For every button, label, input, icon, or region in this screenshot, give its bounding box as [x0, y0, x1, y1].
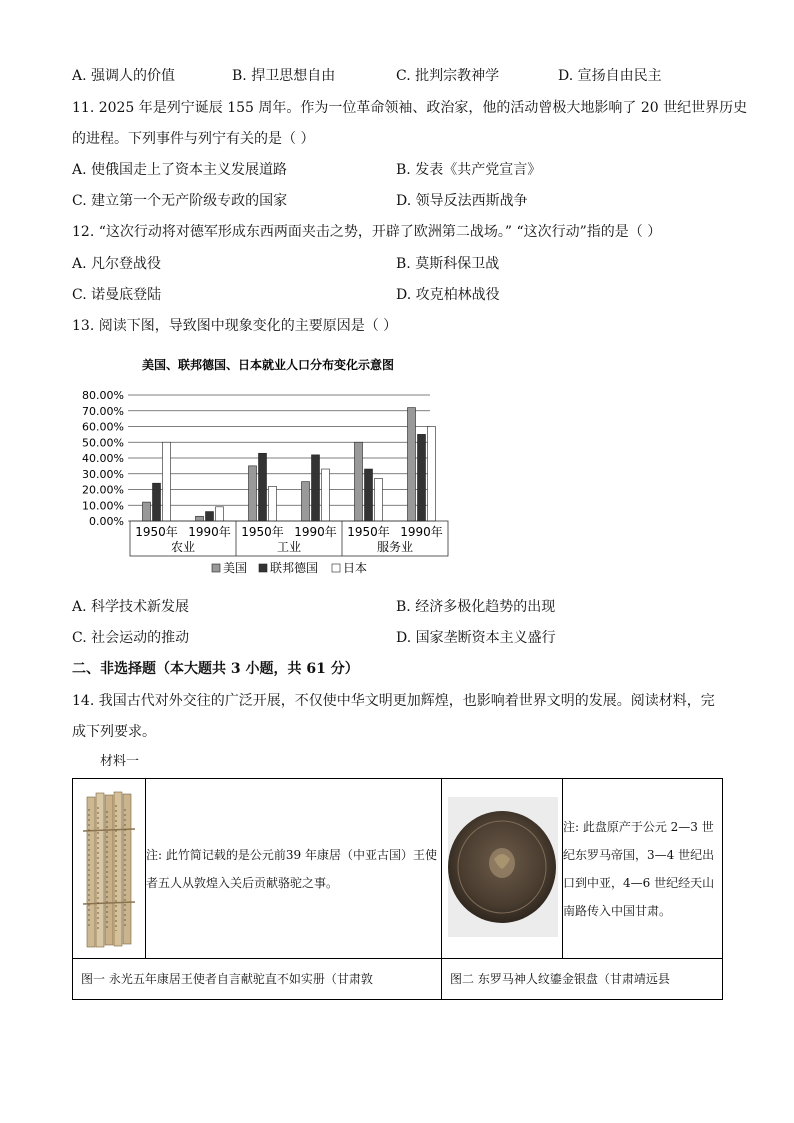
legend-swatch	[259, 564, 267, 572]
y-tick-label: 20.00%	[82, 483, 124, 497]
q11-stem-line2: 的进程。下列事件与列宁有关的是（ ）	[72, 131, 315, 147]
q11-stem-line1: 11. 2025 年是列宁诞辰 155 周年。作为一位革命领袖、政治家，他的活动曾极大地影响了 20 世纪世界历史	[72, 100, 748, 116]
bar-联邦德国-2	[259, 453, 267, 521]
material-table	[72, 778, 723, 1000]
employment-chart	[72, 350, 460, 584]
section2-heading: 二、非选择题（本大题共 3 小题，共 61 分）	[72, 661, 359, 677]
fig2-caption: 图二 东罗马神人纹鎏金银盘（甘肃靖远县	[450, 972, 670, 986]
fig2-note: 注: 此盘原产于公元 2—3 世纪东罗马帝国，3—4 世纪出口到中亚，4—6 世纪经天山南路传入中国甘肃。	[563, 819, 715, 918]
fig1-caption-cell	[73, 959, 442, 1000]
bar-联邦德国-5	[418, 434, 426, 521]
y-tick-label: 40.00%	[82, 452, 124, 465]
y-tick-label: 0.00%	[89, 515, 124, 528]
bamboo-slips-image-cell	[73, 779, 146, 959]
bar-美国-2	[249, 466, 257, 521]
bar-日本-2	[269, 486, 277, 521]
group-label: 工业	[276, 540, 302, 554]
y-tick-label: 10.00%	[82, 499, 124, 513]
y-tick-label: 60.00%	[82, 420, 124, 434]
fig2-note-cell	[563, 779, 723, 959]
x-tick-label: 1950年	[135, 525, 178, 539]
bar-联邦德国-1	[206, 512, 214, 521]
y-tick-label: 30.00%	[82, 467, 124, 481]
fig1-note: 注: 此竹简记载的是公元前39 年康居（中亚古国）王使者五人从敦煌入关后贡献骆驼之事。	[146, 847, 437, 890]
bar-日本-4	[375, 478, 383, 521]
y-tick-label: 80.00%	[82, 389, 124, 402]
q11-option-a: A. 使俄国走上了资本主义发展道路	[72, 162, 288, 178]
q10-option-d: D. 宣扬自由民主	[558, 68, 662, 84]
group-label: 农业	[170, 540, 196, 554]
legend-swatch	[212, 564, 220, 572]
x-tick-label: 1950年	[241, 525, 284, 539]
legend-label: 联邦德国	[270, 561, 319, 575]
q11-option-b: B. 发表《共产党宣言》	[396, 162, 542, 178]
q13-option-b: B. 经济多极化趋势的出现	[396, 599, 556, 615]
q12-option-b: B. 莫斯科保卫战	[396, 256, 500, 272]
silver-plate-image-cell	[442, 779, 563, 959]
q14-stem-line1: 14. 我国古代对外交往的广泛开展，不仅使中华文明更加辉煌，也影响着世界文明的发展。阅读材料，完	[72, 693, 715, 709]
bar-联邦德国-3	[312, 455, 320, 521]
bar-美国-5	[408, 408, 416, 521]
legend-swatch	[332, 564, 340, 572]
q11-option-c: C. 建立第一个无产阶级专政的国家	[72, 193, 288, 209]
silver-plate-image	[442, 779, 562, 955]
bar-美国-1	[196, 516, 204, 521]
q13-option-c: C. 社会运动的推动	[72, 630, 190, 646]
material-label: 材料一	[100, 754, 140, 769]
bar-美国-3	[302, 482, 310, 521]
y-tick-label: 70.00%	[82, 404, 124, 418]
q13-option-d: D. 国家垄断资本主义盛行	[396, 630, 556, 646]
q12-option-a: A. 凡尔登战役	[72, 256, 162, 272]
q10-option-c: C. 批判宗教神学	[396, 68, 500, 84]
legend-label: 美国	[223, 561, 248, 575]
bar-日本-1	[216, 507, 224, 521]
x-tick-label: 1950年	[347, 525, 390, 539]
bar-日本-3	[322, 469, 330, 521]
bar-美国-4	[355, 442, 363, 521]
q11-option-d: D. 领导反法西斯战争	[396, 193, 528, 209]
chart-title: 美国、联邦德国、日本就业人口分布变化示意图	[141, 358, 395, 372]
q10-option-a: A. 强调人的价值	[72, 68, 176, 84]
x-tick-label: 1990年	[294, 525, 337, 539]
bar-日本-0	[163, 442, 171, 521]
q13-stem: 13. 阅读下图，导致图中现象变化的主要原因是（ ）	[72, 318, 398, 334]
bar-日本-5	[428, 427, 436, 522]
bar-联邦德国-0	[153, 483, 161, 521]
bamboo-slips-image	[73, 779, 145, 955]
q12-option-d: D. 攻克柏林战役	[396, 287, 500, 303]
q12-stem: 12. “这次行动将对德军形成东西两面夹击之势，开辟了欧洲第二战场。” “这次行动”指的是（ ）	[72, 224, 662, 240]
q14-stem-line2: 成下列要求。	[72, 724, 156, 740]
fig1-caption: 图一 永光五年康居王使者自言献驼直不如实册（甘肃敦	[81, 972, 373, 986]
x-tick-label: 1990年	[188, 525, 231, 539]
bar-联邦德国-4	[365, 469, 373, 521]
legend-label: 日本	[343, 561, 368, 575]
employment-chart-svg	[72, 350, 460, 584]
q12-option-c: C. 诺曼底登陆	[72, 287, 162, 303]
q10-option-b: B. 捍卫思想自由	[232, 68, 336, 84]
y-tick-label: 50.00%	[82, 436, 124, 450]
fig2-caption-cell	[442, 959, 723, 1000]
group-label: 服务业	[376, 540, 414, 554]
q13-option-a: A. 科学技术新发展	[72, 599, 190, 615]
fig1-note-cell	[146, 779, 442, 959]
x-tick-label: 1990年	[400, 525, 443, 539]
bar-美国-0	[143, 502, 151, 521]
